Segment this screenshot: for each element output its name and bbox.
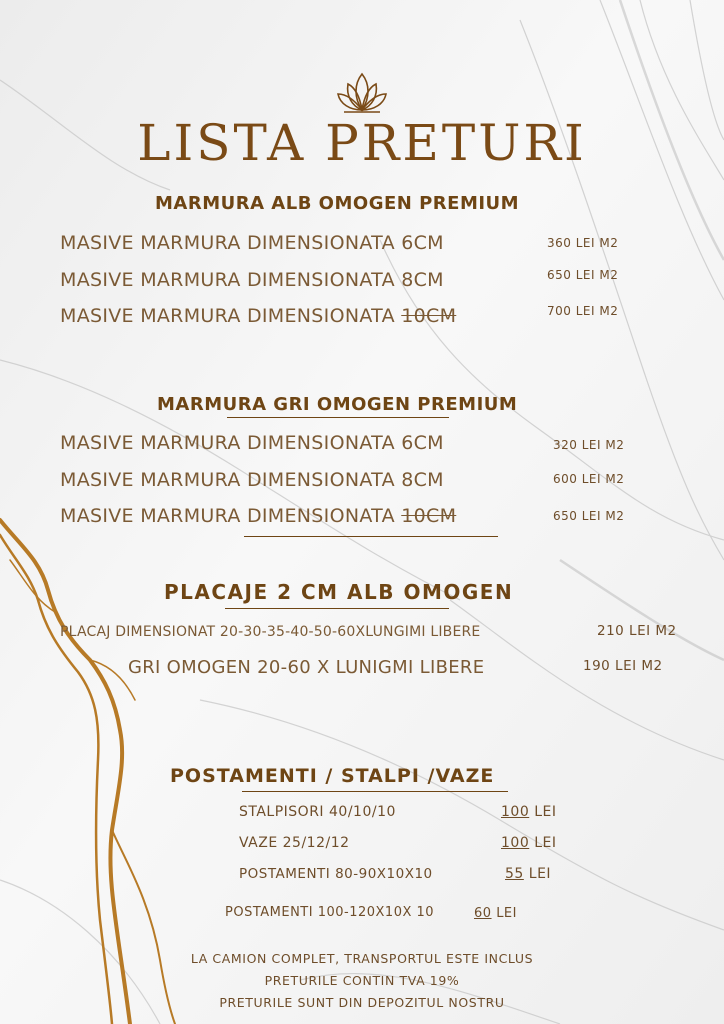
price-value: 600 LEI M2 <box>553 472 625 486</box>
price-item-label: MASIVE MARMURA DIMENSIONATA 8CM <box>60 469 444 491</box>
price-amount: 60 <box>474 906 492 921</box>
price-value: 650 LEI M2 <box>553 509 625 523</box>
price-item-label: MASIVE MARMURA DIMENSIONATA 6CM <box>60 232 444 254</box>
price-amount: 100 <box>501 804 530 820</box>
price-item-label: PLACAJ DIMENSIONAT 20-30-35-40-50-60XLUNGIMI LIBERE <box>60 624 481 640</box>
price-unit: LEI <box>496 906 517 921</box>
section-heading-postamenti: POSTAMENTI / STALPI /VAZE <box>170 765 495 787</box>
price-unit: LEI <box>528 866 552 882</box>
price-value <box>505 866 551 882</box>
footer-note-tva: PRETURILE CONTIN TVA 19% <box>264 973 460 988</box>
price-value: 360 LEI M2 <box>547 236 619 250</box>
price-item-label: VAZE 25/12/12 <box>239 835 350 851</box>
page-title: LISTA PRETURI <box>137 114 587 172</box>
section-heading-placaje: PLACAJE 2 CM ALB OMOGEN <box>164 580 514 604</box>
price-amount: 55 <box>505 866 524 882</box>
price-item-label-struck: 10CM <box>401 305 457 327</box>
price-item-label: POSTAMENTI 80-90X10X10 <box>239 866 433 882</box>
price-item-label: MASIVE MARMURA DIMENSIONATA 6CM <box>60 432 444 454</box>
price-item-label: STALPISORI 40/10/10 <box>239 804 396 820</box>
price-item-label: GRI OMOGEN 20-60 X LUNIGMI LIBERE <box>128 657 485 678</box>
footer-note-transport: LA CAMION COMPLET, TRANSPORTUL ESTE INCLUS <box>190 951 534 966</box>
price-value: 190 LEI M2 <box>583 658 663 674</box>
price-amount: 100 <box>501 835 530 851</box>
row-underline <box>244 536 498 537</box>
price-value: 700 LEI M2 <box>547 304 619 318</box>
price-item-label <box>60 305 456 327</box>
price-value <box>501 835 556 851</box>
price-item-label-main: MASIVE MARMURA DIMENSIONATA <box>60 505 402 527</box>
price-item-label-main: MASIVE MARMURA DIMENSIONATA <box>60 305 402 327</box>
lotus-icon <box>336 70 388 116</box>
price-item-label-struck: 10CM <box>401 505 457 527</box>
heading-underline <box>227 417 449 418</box>
price-value: 320 LEI M2 <box>553 438 625 452</box>
price-value <box>501 804 556 820</box>
price-unit: LEI <box>534 835 557 851</box>
price-item-label <box>60 505 456 527</box>
price-value <box>474 906 517 921</box>
heading-underline <box>242 791 508 792</box>
section-heading-alb: MARMURA ALB OMOGEN PREMIUM <box>155 193 520 214</box>
price-value: 650 LEI M2 <box>547 268 619 282</box>
price-item-label: MASIVE MARMURA DIMENSIONATA 8CM <box>60 269 444 291</box>
price-unit: LEI <box>534 804 557 820</box>
heading-underline <box>225 608 449 609</box>
section-heading-gri: MARMURA GRI OMOGEN PREMIUM <box>157 394 518 415</box>
price-item-label: POSTAMENTI 100-120X10X 10 <box>225 905 435 920</box>
price-value: 210 LEI M2 <box>597 623 677 639</box>
footer-note-depozit: PRETURILE SUNT DIN DEPOZITUL NOSTRU <box>219 995 505 1010</box>
